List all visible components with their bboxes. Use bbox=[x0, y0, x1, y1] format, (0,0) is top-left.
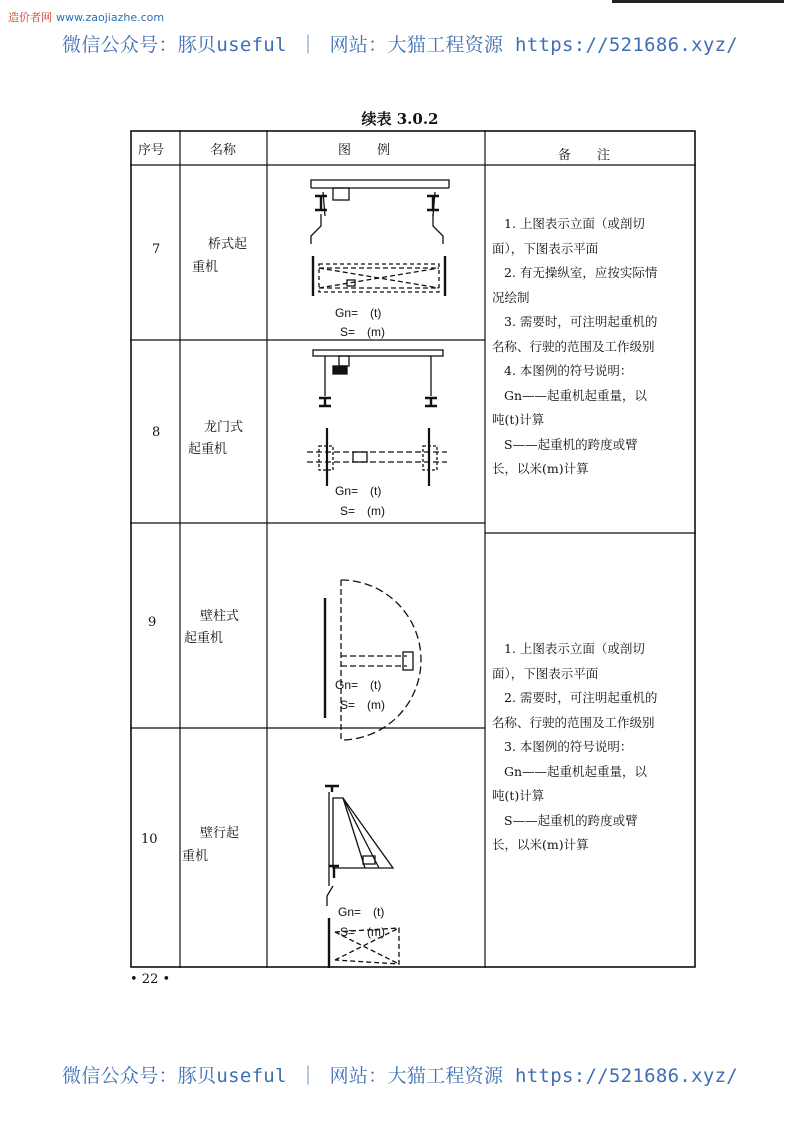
site-tag-url: www.zaojiazhe.com bbox=[56, 11, 165, 24]
row-8-s-label: S= (m) bbox=[340, 504, 386, 518]
remark-line: 吨(t)计算 bbox=[492, 412, 545, 427]
wall-column-crane-icon bbox=[325, 580, 421, 740]
row-7-s-label: S= (m) bbox=[340, 325, 386, 339]
header-no: 序号 bbox=[138, 143, 165, 158]
watermark-top: 微信公众号：豚贝useful ｜ 网站：大猫工程资源 https://521686.xyz/ bbox=[61, 34, 739, 56]
remark-line: 3. 需要时，可注明起重机的 bbox=[504, 314, 658, 329]
gantry-crane-plan-icon bbox=[307, 428, 447, 486]
row-9-name-line1: 壁柱式 bbox=[200, 609, 240, 624]
row-8-name-line1: 龙门式 bbox=[204, 420, 244, 435]
row-10-no: 10 bbox=[141, 832, 158, 847]
row-9-gn-label: Gn= (t) bbox=[335, 678, 382, 692]
header-legend: 图 例 bbox=[338, 143, 391, 158]
site-tag bbox=[8, 9, 164, 25]
remarks-block-b bbox=[492, 637, 682, 858]
row-9-s-label: S= (m) bbox=[340, 698, 386, 712]
remark-line: 2. 有无操纵室，应按实际情 bbox=[504, 265, 658, 280]
row-8-name-line2: 起重机 bbox=[188, 442, 228, 457]
wall-traveling-crane-elevation-icon bbox=[325, 786, 393, 906]
header-name: 名称 bbox=[210, 143, 237, 158]
remark-line: 长，以米(m)计算 bbox=[492, 837, 589, 852]
top-rule bbox=[612, 0, 784, 3]
legend-table bbox=[130, 130, 696, 968]
row-10-name-line2: 重机 bbox=[182, 849, 209, 864]
row-9-no: 9 bbox=[148, 615, 157, 630]
header-remarks: 备 注 bbox=[558, 148, 611, 163]
remark-line: 面），下图表示平面 bbox=[492, 240, 599, 256]
remark-line: 吨(t)计算 bbox=[492, 788, 545, 803]
remark-line: Gn——起重机起重量，以 bbox=[504, 763, 648, 779]
row-10-name-line1: 壁行起 bbox=[200, 826, 240, 841]
row-7-gn-label: Gn= (t) bbox=[335, 306, 382, 320]
row-7-name-line2: 重机 bbox=[192, 260, 219, 275]
remark-line: 2. 需要时，可注明起重机的 bbox=[504, 690, 658, 705]
remark-line: S——起重机的跨度或臂 bbox=[504, 436, 638, 452]
site-tag-name: 造价者网 bbox=[8, 11, 52, 24]
remark-line: 长，以米(m)计算 bbox=[492, 461, 589, 476]
remark-line: 名称、行驶的范围及工作级别 bbox=[492, 714, 655, 730]
watermark-bottom: 微信公众号：豚贝useful ｜ 网站：大猫工程资源 https://521686.xyz/ bbox=[61, 1065, 739, 1087]
remark-line: 4. 本图例的符号说明： bbox=[504, 363, 633, 378]
remark-line: Gn——起重机起重量，以 bbox=[504, 387, 648, 403]
row-10-gn-label: Gn= (t) bbox=[338, 905, 385, 919]
remark-line: 面），下图表示平面 bbox=[492, 665, 599, 681]
remark-line: 况绘制 bbox=[492, 289, 530, 305]
remark-line: S——起重机的跨度或臂 bbox=[504, 812, 638, 828]
remark-line: 1. 上图表示立面（或剖切 bbox=[504, 216, 645, 231]
row-9-name-line2: 起重机 bbox=[184, 631, 224, 646]
bridge-crane-plan-icon bbox=[313, 256, 445, 296]
remark-line: 1. 上图表示立面（或剖切 bbox=[504, 641, 645, 656]
bridge-crane-elevation-icon bbox=[311, 180, 449, 244]
row-10-s-label: S= (m) bbox=[340, 925, 386, 939]
remark-line: 3. 本图例的符号说明： bbox=[504, 739, 633, 754]
row-8-no: 8 bbox=[152, 425, 161, 440]
remarks-block-a bbox=[492, 212, 682, 482]
table-title: 续表 3.0.2 bbox=[361, 110, 439, 128]
remark-line: 名称、行驶的范围及工作级别 bbox=[492, 338, 655, 354]
gantry-crane-elevation-icon bbox=[313, 350, 443, 406]
row-7-no: 7 bbox=[152, 242, 161, 257]
legend-drawings bbox=[267, 166, 485, 968]
row-7-name-line1: 桥式起 bbox=[208, 237, 248, 252]
page-number: • 22 • bbox=[130, 972, 171, 987]
row-8-gn-label: Gn= (t) bbox=[335, 484, 382, 498]
